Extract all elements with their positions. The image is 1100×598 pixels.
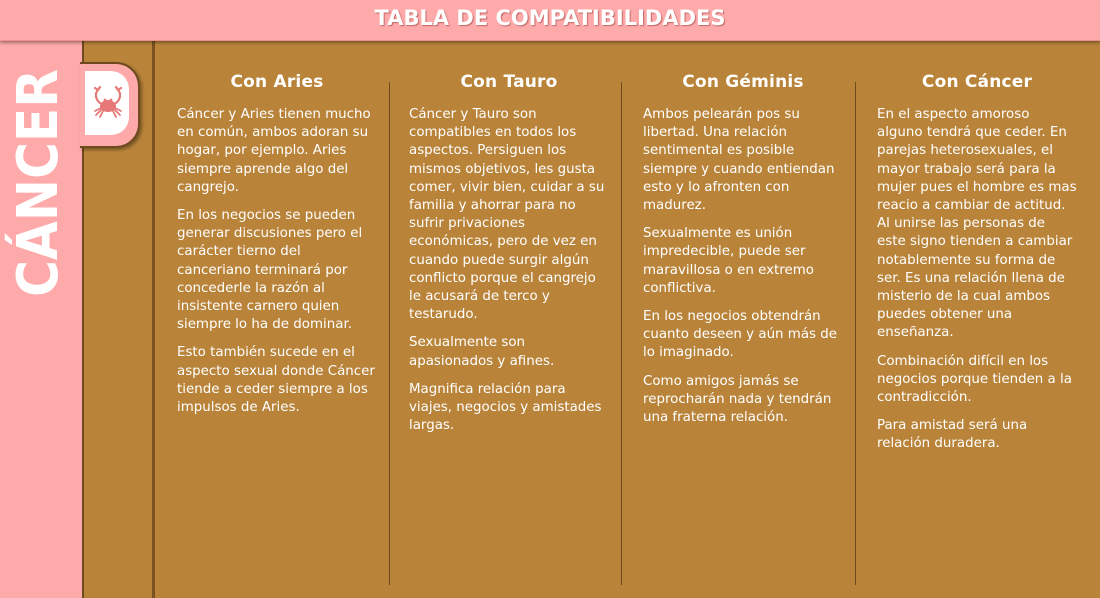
column-geminis [643, 72, 843, 437]
sign-name-vertical [6, 43, 71, 305]
column-paragraph: Sexualmente son apasionados y afines. [409, 335, 555, 369]
column-divider [389, 82, 390, 585]
column-paragraph: Como amigos jamás se reprocharán nada y tendrán una fraterna relación. [643, 373, 832, 426]
column-divider [855, 82, 856, 585]
column-title: Con Aries [230, 72, 324, 92]
column-paragraph: En los negocios obtendrán cuanto deseen y aún más de lo imaginado. [643, 309, 838, 361]
column-title: Con Cáncer [921, 72, 1033, 92]
column-title: Con Tauro [460, 72, 558, 92]
column-paragraph: Magnifica relación para viajes, negocios y amistades largas. [409, 381, 602, 434]
column-paragraph: Para amistad será una relación duradera. [877, 418, 1028, 452]
column-paragraph: Ambos pelearán pos su libertad. Una relación sentimental es posible siempre y cuando entiendan esto y lo afronten con madurez. [643, 107, 835, 214]
column-title: Con Géminis [682, 72, 804, 92]
column-aries [177, 72, 377, 427]
column-paragraph: Cáncer y Aries tienen mucho en común, ambos adoran su hogar, por ejemplo. Aries siempre aprende algo del cangrejo. [177, 107, 371, 195]
sidebar-divider [152, 40, 155, 598]
sign-tab-inner [85, 71, 129, 135]
column-paragraph: Esto también sucede en el aspecto sexual donde Cáncer tiende a ceder siempre a los impulsos de Aries. [177, 345, 375, 416]
sign-name-text: CÁNCER [6, 43, 71, 297]
header-banner [0, 0, 1100, 41]
column-divider [621, 82, 622, 585]
column-cancer [877, 72, 1077, 464]
column-tauro [409, 72, 609, 445]
sign-name [6, 43, 71, 305]
column-paragraph: Sexualmente es unión impredecible, puede ser maravillosa o en extremo conflictiva. [643, 226, 814, 296]
column-paragraph: Combinación difícil en los negocios porque tienden a la contradicción. [877, 353, 1072, 406]
column-paragraph: En el aspecto amoroso alguno tendrá que ceder. En parejas heterosexuales, el mayor trabajo será para la mujer pues el hombre es mas reacio a cambiar de actitud. Al unirse las personas de este signo tienden a cambiar notablemente su forma de ser. Es una relación llena de misterio de la cual ambos puedes obtener una enseñanza. [877, 107, 1077, 341]
column-paragraph: En los negocios se pueden generar discusiones pero el carácter tierno del canceriano terminará por concederle la razón al insistente carnero quien siempre lo ha de dominar. [177, 208, 363, 333]
sign-tab [80, 62, 140, 148]
crab-icon [91, 85, 125, 121]
page-title: TABLA DE COMPATIBILIDADES [374, 6, 726, 30]
column-paragraph: Cáncer y Tauro son compatibles en todos los aspectos. Persiguen los mismos objetivos, les gusta comer, vivir bien, cuidar a su familia y ahorrar para no sufrir privaciones económicas, pero de vez en cuando puede surgir algún conflicto porque el cangrejo le acusará de terco y testarudo. [409, 107, 605, 323]
